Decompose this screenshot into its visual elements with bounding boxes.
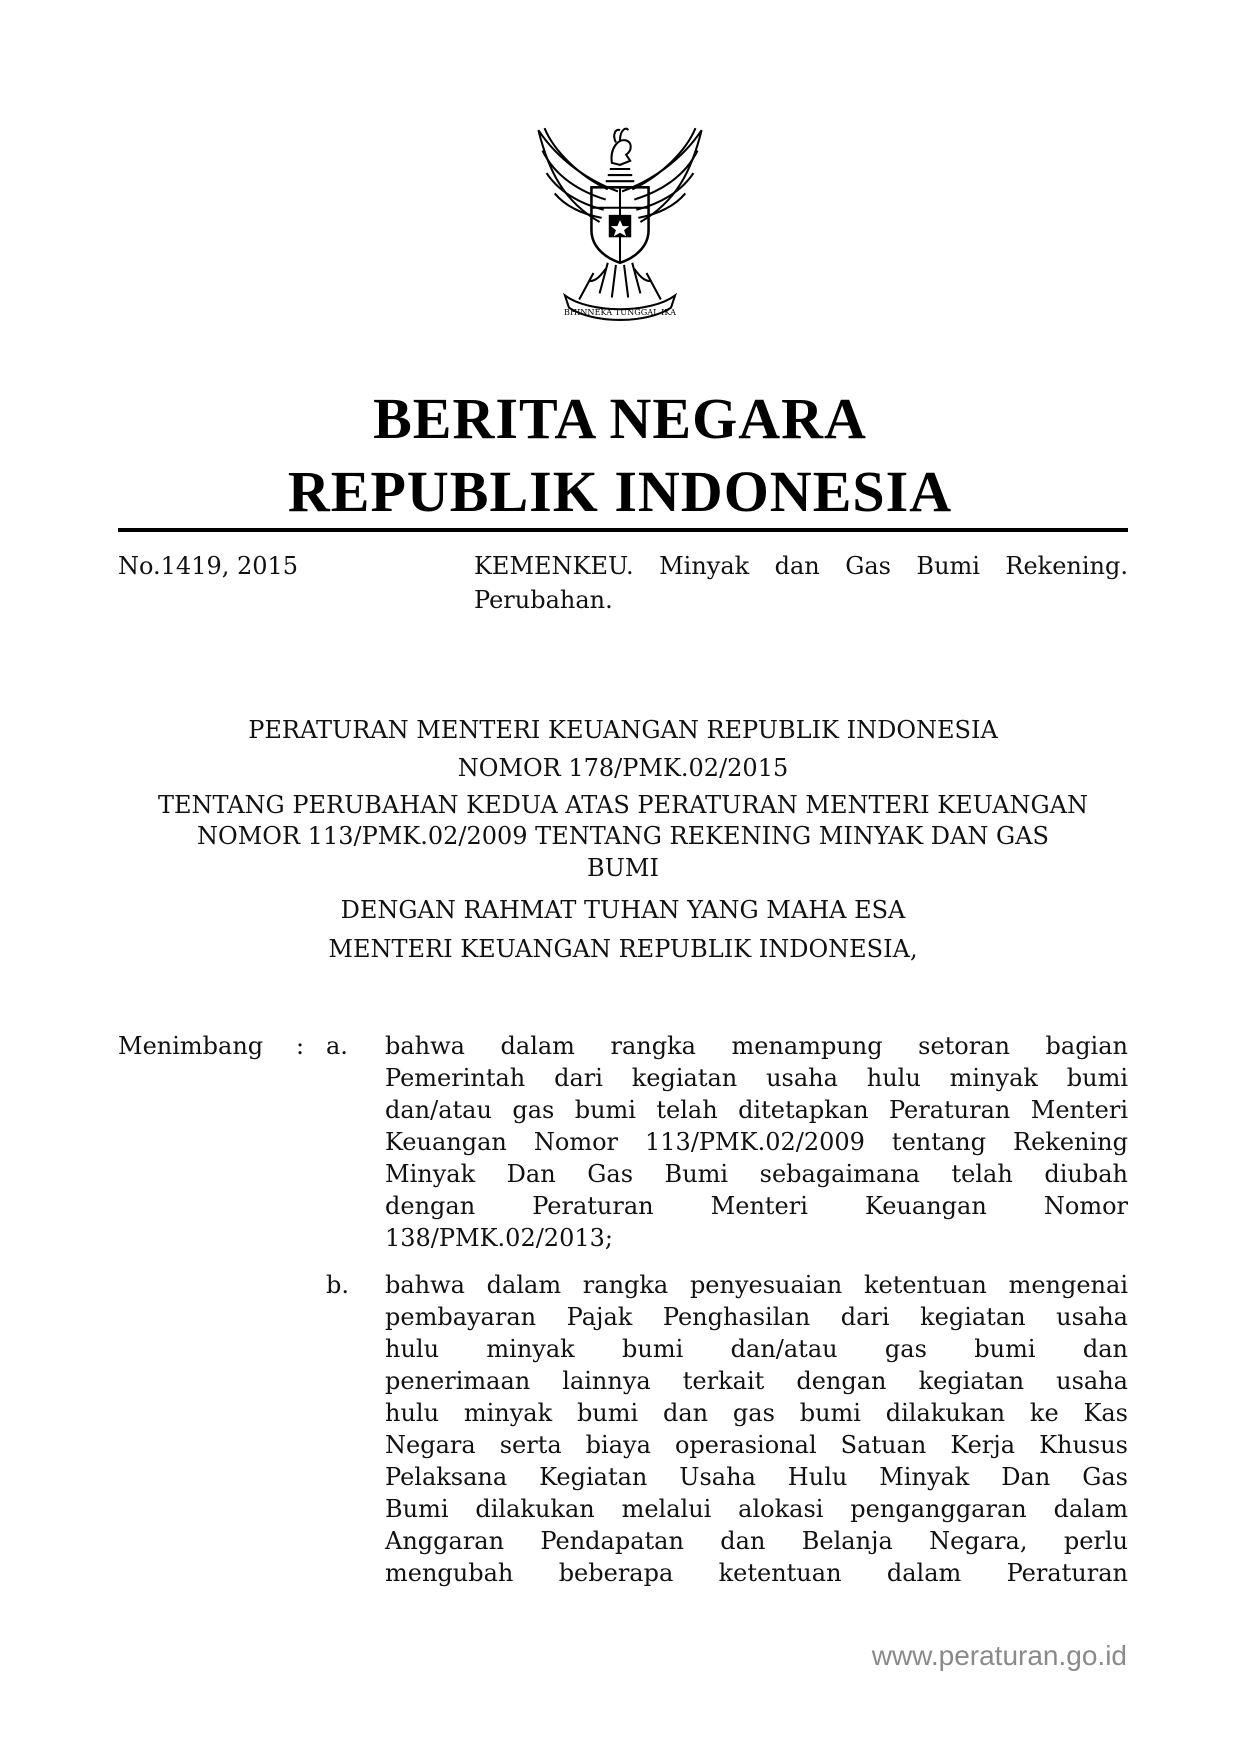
consideration-a-line-6: dengan Peraturan Menteri Keuangan Nomor xyxy=(385,1192,1128,1220)
consideration-b-marker: b. xyxy=(326,1271,349,1299)
consideration-b-line-1: bahwa dalam rangka penyesuaian ketentuan mengenai xyxy=(385,1271,1128,1299)
masthead-divider xyxy=(118,528,1128,532)
watermark-url: www.peraturan.go.id xyxy=(871,1640,1127,1671)
consideration-b-line-2: pembayaran Pajak Penghasilan dari kegiatan usaha xyxy=(385,1303,1128,1331)
consideration-a-line-4: Keuangan Nomor 113/PMK.02/2009 tentang Rekening xyxy=(385,1128,1128,1156)
preamble-line-2: MENTERI KEUANGAN REPUBLIK INDONESIA, xyxy=(328,935,918,963)
consideration-b-line-5: hulu minyak bumi dan gas bumi dilakukan ke Kas xyxy=(385,1399,1128,1427)
gazette-subject-line-2: Perubahan. xyxy=(474,586,613,614)
regulation-about-line-2: NOMOR 113/PMK.02/2009 TENTANG REKENING MINYAK DAN GAS xyxy=(197,822,1049,850)
consideration-a-line-2: Pemerintah dari kegiatan usaha hulu minyak bumi xyxy=(385,1064,1128,1092)
masthead-line-2: REPUBLIK INDONESIA xyxy=(287,459,953,524)
regulation-about-line-1: TENTANG PERUBAHAN KEDUA ATAS PERATURAN MENTERI KEUANGAN xyxy=(157,791,1089,819)
consideration-b-line-9: Anggaran Pendapatan dan Belanja Negara, perlu xyxy=(385,1527,1128,1555)
consideration-b-line-6: Negara serta biaya operasional Satuan Kerja Khusus xyxy=(385,1431,1128,1459)
consideration-a-line-5: Minyak Dan Gas Bumi sebagaimana telah diubah xyxy=(385,1160,1128,1188)
considerations-colon: : xyxy=(296,1032,305,1060)
masthead-line-1: BERITA NEGARA xyxy=(373,386,867,451)
gazette-number: No.1419, 2015 xyxy=(118,552,299,580)
consideration-a-marker: a. xyxy=(326,1032,348,1060)
gazette-subject-line-1: KEMENKEU. Minyak dan Gas Bumi Rekening. xyxy=(474,552,1128,580)
garuda-pancasila-emblem-icon xyxy=(518,120,722,324)
consideration-b-line-7: Pelaksana Kegiatan Usaha Hulu Minyak Dan Gas xyxy=(385,1463,1128,1491)
consideration-b-line-3: hulu minyak bumi dan/atau gas bumi dan xyxy=(385,1335,1128,1363)
consideration-a-line-3: dan/atau gas bumi telah ditetapkan Peraturan Menteri xyxy=(385,1096,1128,1124)
consideration-b-line-10: mengubah beberapa ketentuan dalam Peraturan xyxy=(385,1559,1128,1587)
regulation-number: NOMOR 178/PMK.02/2015 xyxy=(457,754,789,782)
preamble-line-1: DENGAN RAHMAT TUHAN YANG MAHA ESA xyxy=(340,896,906,924)
consideration-b-line-8: Bumi dilakukan melalui alokasi penganggaran dalam xyxy=(385,1495,1128,1523)
consideration-a-line-1: bahwa dalam rangka menampung setoran bagian xyxy=(385,1032,1128,1060)
consideration-a-line-7: 138/PMK.02/2013; xyxy=(385,1224,613,1252)
considerations-label: Menimbang xyxy=(118,1032,264,1060)
regulation-about-line-3: BUMI xyxy=(587,854,659,882)
regulation-title: PERATURAN MENTERI KEUANGAN REPUBLIK INDONESIA xyxy=(248,716,998,744)
motto-text: BHINNEKA TUNGGAL IKA xyxy=(563,306,677,317)
consideration-b-line-4: penerimaan lainnya terkait dengan kegiatan usaha xyxy=(385,1367,1128,1395)
